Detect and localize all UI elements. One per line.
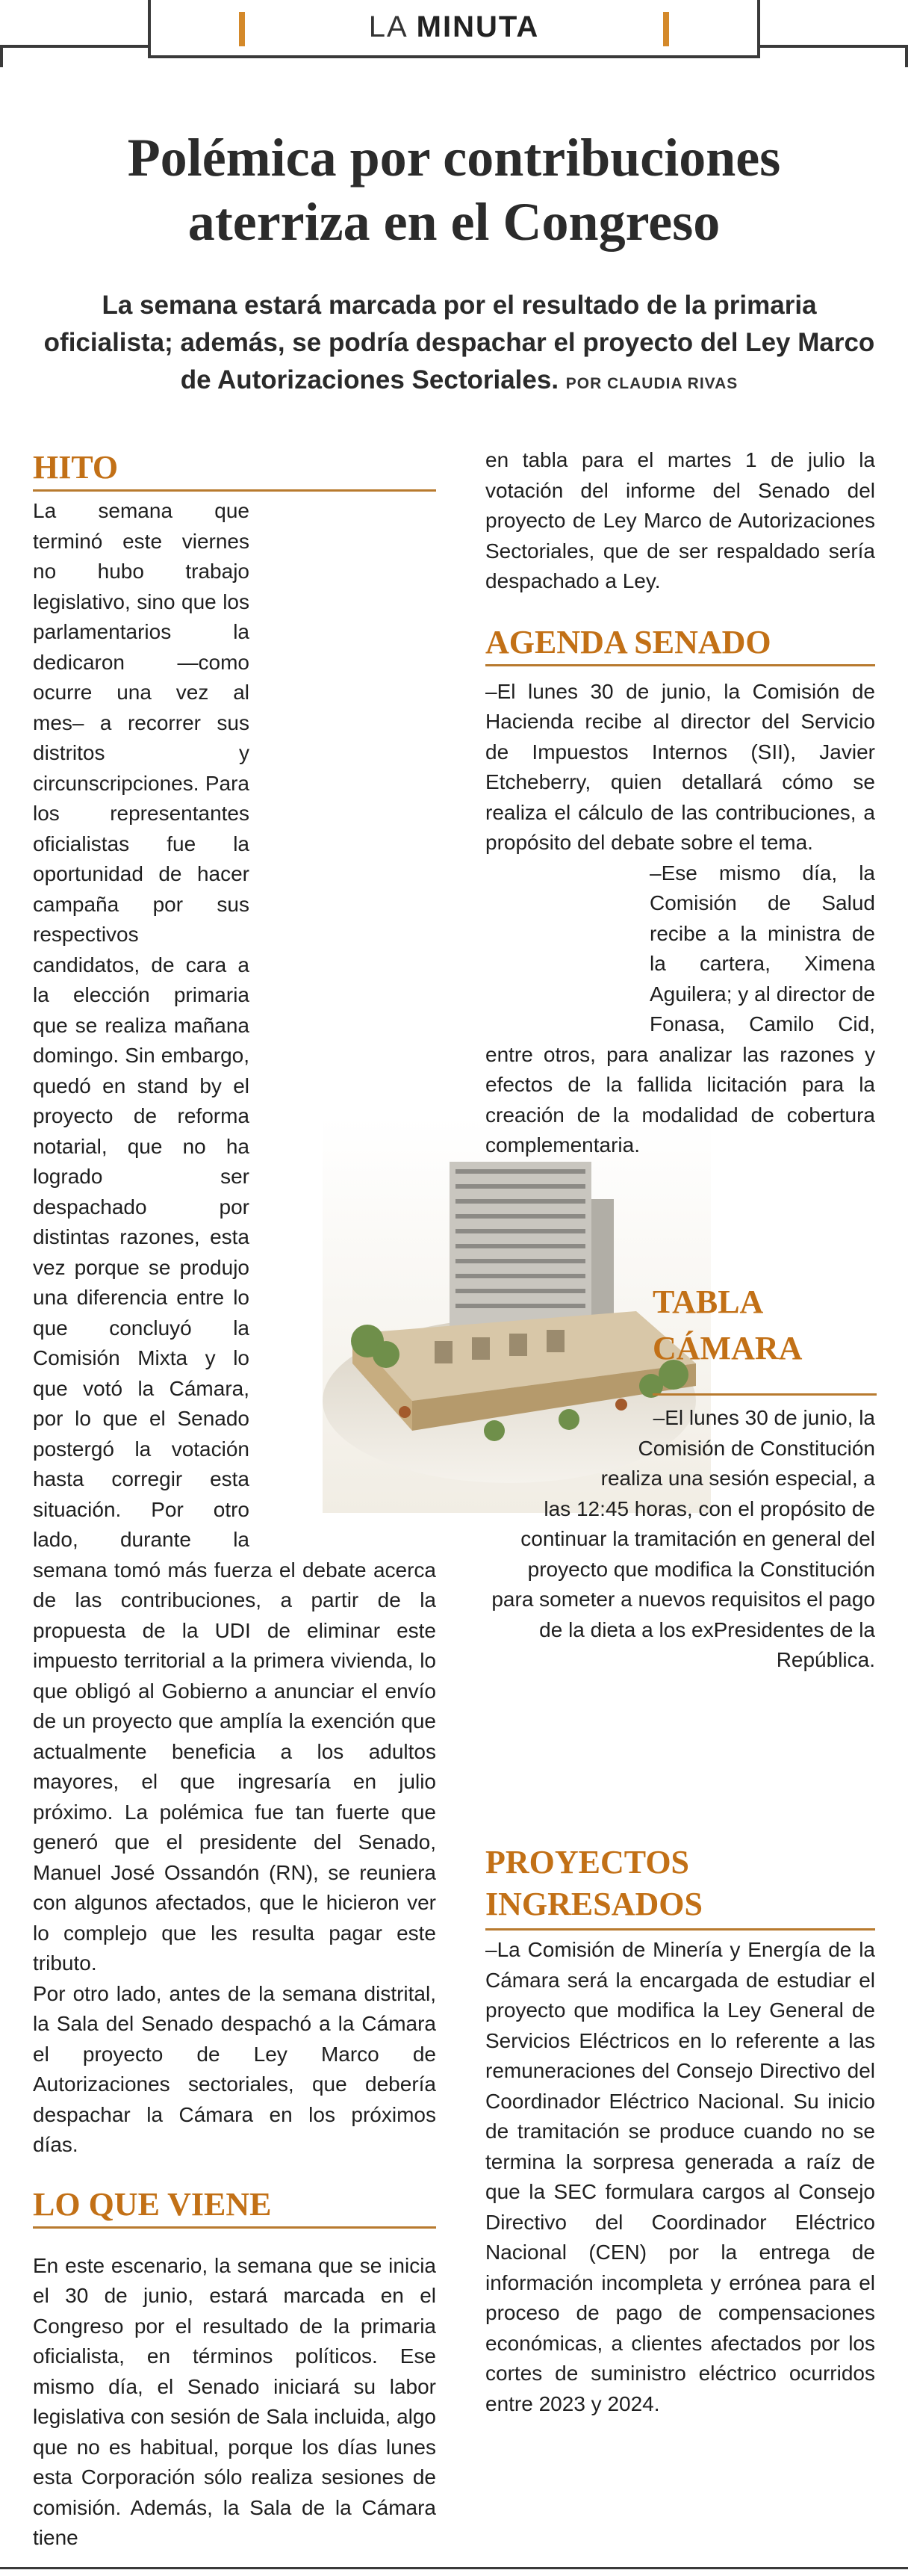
headline: Polémica por contribuciones aterriza en el Congreso [127, 128, 781, 252]
section-label-text: LA MINUTA [368, 10, 540, 43]
left-column [33, 449, 436, 2554]
lo-que-viene-title: LO QUE VIENE [33, 2186, 436, 2229]
deck-text: La semana estará marcada por el resultado de la primaria oficialista; además, se podría despachar el proyecto del Ley Marco de Autorizaciones Sectoriales. [43, 291, 875, 394]
tabla-camara-title: TABLA CÁMARA [653, 1284, 803, 1366]
deck [37, 287, 881, 403]
byline: POR CLAUDIA RIVAS [565, 375, 738, 392]
hito-text-1: La semana que terminó este viernes no hubo trabajo legislativo, sino que los parlamentarios la dedicaron —como ocurre una vez al mes– a recorrer sus distritos y circunscripciones. Para los representantes oficialistas fue la oportunidad de hacer campaña por sus respectivos candidatos, de cara a la elección primaria que se realiza mañana domingo. Sin embargo, quedó en stand by el proyecto de reforma notarial, que no ha logrado ser despachado por distintas razones, esta vez porque se produjo una diferencia entre lo que concluyó la Comisión Mixta y lo que votó la Cámara, por lo que el Senado postergó la votación hasta corregir esta situación. Por otro lado, durante la semana tomó más fuerza el debate acerca de las contribuciones, a partir de la propuesta de la UDI de eliminar este impuesto territorial a la primera vivienda, lo que obligó al Gobierno a anunciar el envío de un proyecto que amplía la exención que actualmente beneficia a los adultos mayores, el que ingresaría en julio próximo. La polémica fue tan fuerte que generó que el presidente del Senado, Manuel José Ossandón (RN), se reuniera con algunos afectados, que le hicieron ver lo complejo que les resulta pagar este tributo. [33, 499, 436, 1975]
lo-que-viene-paragraph-2: en tabla para el martes 1 de julio la votación del informe del Senado del proyecto de Ley Marco de Autorizaciones Sectoriales, que de ser respaldado sería despachado a Ley. [485, 448, 875, 592]
frame-left-edge [0, 45, 3, 67]
frame-top-right [757, 45, 908, 48]
agenda-senado-paragraph-1: –El lunes 30 de junio, la Comisión de Hacienda recibe al director del Servicio de Impuestos Internos (SII), Javier Etcheberry, quien detallará cómo se realiza el cálculo de las contribuciones, a propósito del debate sobre el tema. [485, 679, 875, 854]
frame-top-left [0, 45, 151, 48]
hito-paragraph-2: Por otro lado, antes de la semana distrital, la Sala del Senado despachó a la Cámara el proyecto de Ley Marco de Autorizaciones sectoriales, que debería despachar la Cámara en los próximos días. [33, 1981, 436, 2156]
agenda-senado-title: AGENDA SENADO [485, 624, 875, 666]
section-label [148, 0, 760, 58]
image-float-space-right [485, 919, 650, 1031]
frame-right-edge [905, 45, 908, 67]
proyectos-ingresados-title: PROYECTOS INGRESADOS [485, 1842, 875, 1931]
tabla-camara-text [485, 1403, 875, 1676]
tabla-camara-paragraph: –El lunes 30 de junio, la Comisión de Constitución realiza una sesión especial, a las 12:45 horas, con el propósito de continuar la tramitación en general del proyecto que modifica la Constitución para someter a nuevos requisitos el pago de la dieta a los exPresidentes de la República. [491, 1406, 875, 1671]
right-column [485, 445, 875, 1161]
tabla-camara-rule [653, 1393, 877, 1396]
lo-que-viene-paragraph-1: En este escenario, la semana que se inicia el 30 de junio, estará marcada en el Congreso por el resultado de la primaria oficialista, en términos políticos. Ese mismo día, el Senado iniciará su labor legislativa con sesión de Sala incluida, algo que no es habitual, porque los días lunes esta Corporación sólo realiza sesiones de comisión. Además, la Sala de la Cámara tiene [33, 2253, 436, 2549]
proyectos-ingresados-block [485, 1842, 875, 2419]
agenda-senado-text-2: –Ese mismo día, la Comisión de Salud recibe a la ministra de la cartera, Ximena Aguilera; y al director de Fonasa, Camilo Cid, entre otros, para analizar las razones y efectos de la fallida licitación para la creación de la modalidad de cobertura complementaria. [485, 861, 875, 1157]
agenda-senado-paragraph-2 [485, 858, 875, 1161]
hito-title: HITO [33, 449, 436, 492]
image-float-space-tabla [485, 1403, 597, 1478]
frame-bottom [0, 2567, 908, 2569]
proyectos-ingresados-paragraph: –La Comisión de Minería y Energía de la Cámara será la encargada de estudiar el proyecto que modifica la Ley General de Servicios Eléctricos en lo referente a las remuneraciones del Consejo Directivo del Coordinador Eléctrico Nacional. Su inicio de tramitación se produce cuando no se termina la sorpresa generada a raíz de que la SEC formulara cargos al Consejo Directivo del Coordinador Eléctrico Nacional (CEN) por la entrega de información incompleta y errónea para el proceso de pago de compensaciones económicas, a clientes afectados por los cortes de suministro eléctrico ocurridos entre 2023 y 2024. [485, 1938, 875, 2415]
